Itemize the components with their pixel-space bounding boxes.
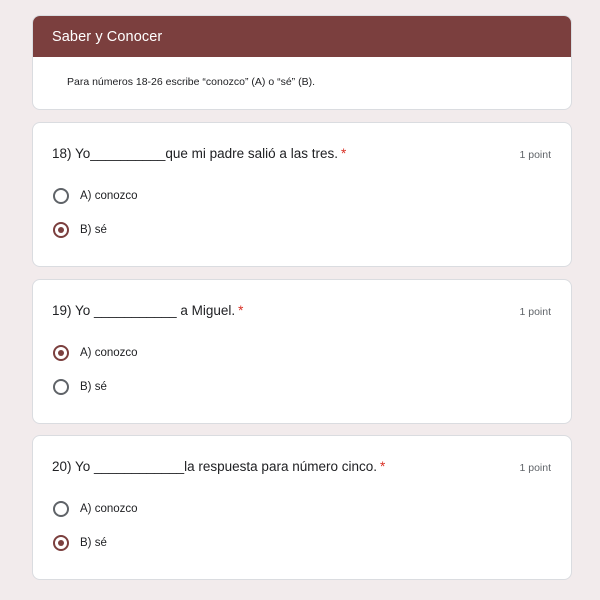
question-card-18	[32, 122, 572, 267]
option-a-conozco[interactable]	[53, 343, 138, 363]
question-card-19	[32, 279, 572, 424]
question-text: 18) Yo__________que mi padre salió a las tres.	[52, 146, 338, 161]
option-a-conozco[interactable]	[53, 186, 138, 206]
option-label: B) sé	[80, 537, 107, 549]
form-title: Saber y Conocer	[52, 28, 163, 45]
radio-button-unchecked[interactable]	[53, 379, 69, 395]
option-label: A) conozco	[80, 347, 138, 359]
question-card-20	[32, 435, 572, 580]
question-text: 19) Yo ___________ a Miguel.	[52, 303, 236, 318]
question-title	[52, 459, 385, 474]
form-title-band	[33, 16, 571, 57]
question-text: 20) Yo ____________la respuesta para número cinco.	[52, 459, 377, 474]
radio-button-unchecked[interactable]	[53, 188, 69, 204]
required-asterisk: *	[340, 146, 347, 161]
required-asterisk: *	[380, 459, 386, 474]
right-margin	[570, 0, 600, 600]
radio-button-checked[interactable]	[53, 222, 69, 238]
option-label: A) conozco	[80, 190, 138, 202]
radio-button-checked[interactable]	[53, 345, 69, 361]
required-asterisk: *	[238, 303, 244, 318]
option-b-se[interactable]	[53, 377, 107, 397]
option-label: B) sé	[80, 224, 107, 236]
option-label: A) conozco	[80, 503, 138, 515]
question-points: 1 point	[519, 462, 551, 474]
form-header-card	[32, 15, 572, 110]
form-description: Para números 18-26 escribe “conozco” (A) o “sé” (B).	[67, 76, 316, 88]
left-margin	[0, 0, 30, 600]
option-label: B) sé	[80, 381, 107, 393]
radio-button-unchecked[interactable]	[53, 501, 69, 517]
question-title	[52, 303, 243, 318]
option-a-conozco[interactable]	[53, 499, 138, 519]
question-title	[52, 146, 346, 161]
radio-button-checked[interactable]	[53, 535, 69, 551]
option-b-se[interactable]	[53, 220, 107, 240]
question-points: 1 point	[519, 306, 551, 318]
question-points: 1 point	[519, 149, 551, 161]
option-b-se[interactable]	[53, 533, 107, 553]
